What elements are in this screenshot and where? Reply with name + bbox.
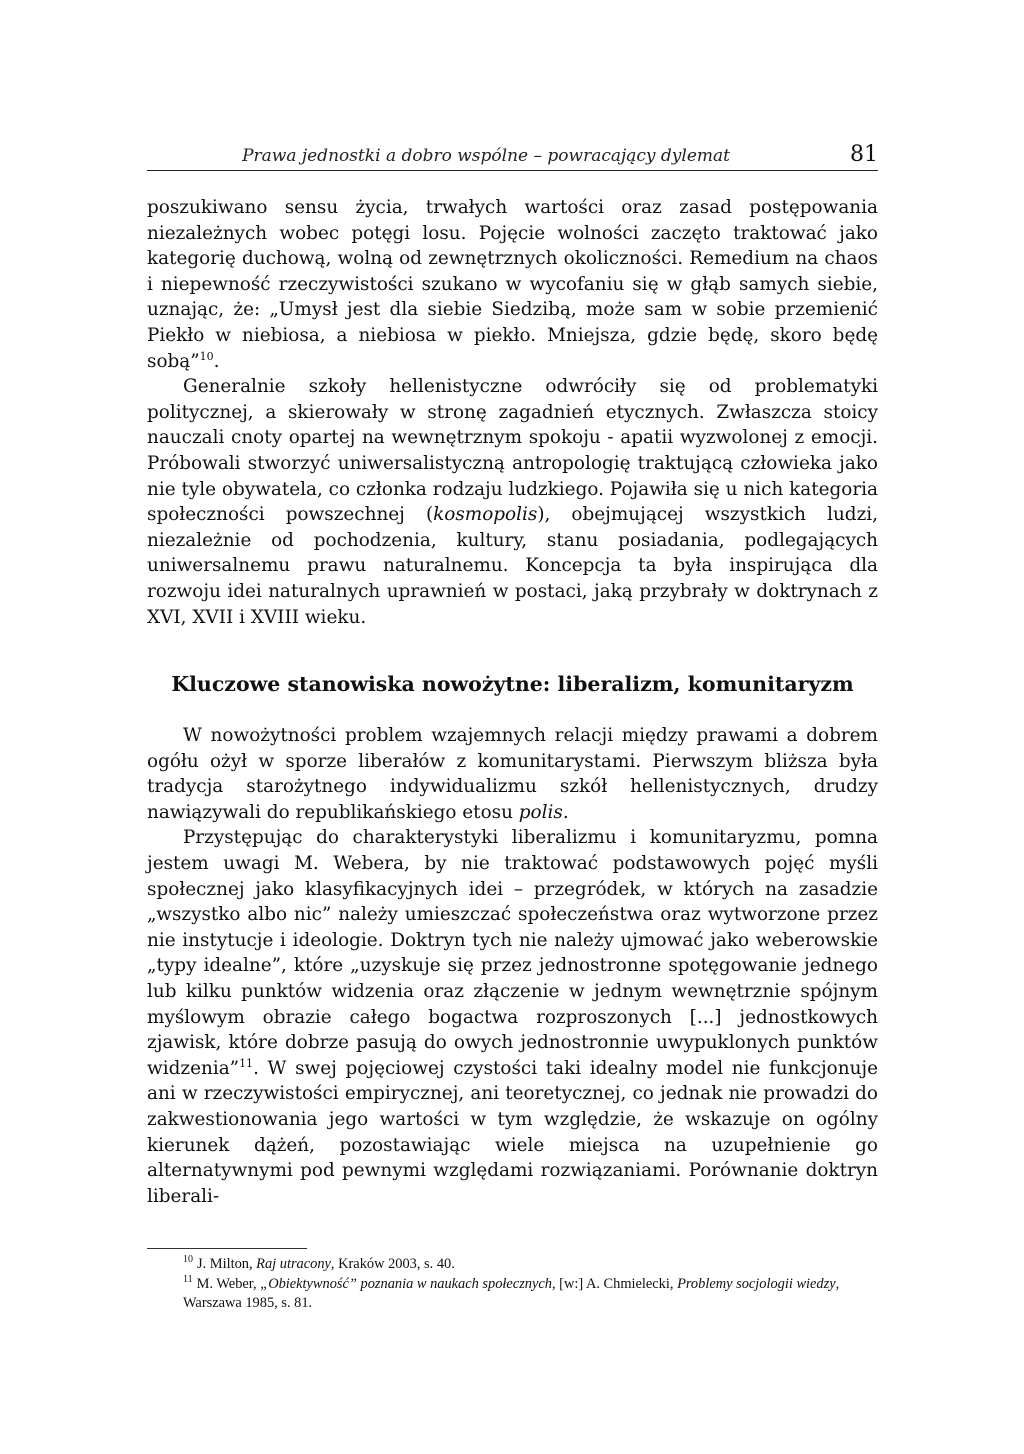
paragraph: Generalnie szkoły hellenistyczne odwróciły się od problematyki politycznej, a skierowały w stronę zagadnień etycznych. Zwłaszcza stoicy nauczali cnoty opartej na wewnętrznym spokoju - apatii wyzwolonej z emocji. Próbowali stworzyć uniwersalistyczną antropologię traktującą człowieka jako nie tyle obywatela, co członka rodzaju ludzkiego. Pojawiła się u nich kategoria społeczności powszechnej (kosmopolis), obejmującej wszystkich ludzi, niezależnie od pochodzenia, kultury, stanu posiadania, podlegających uniwersalnemu prawu naturalnemu. Koncepcja ta była inspirująca dla rozwoju idei naturalnych uprawnień w postaci, jaką przybrały w doktrynach z XVI, XVII i XVIII wieku. [147,376,878,628]
footnote-divider [147,1248,307,1249]
footnote-11: $^{11}$ M. Weber, „Obiektywność” poznania w naukach społecznych, [w:] A. Chmielecki, Problemy socjologii wiedzy, Warszawa 1985, s. 81. [183,1273,840,1311]
text-block-1 [147,195,878,630]
page-header [147,140,878,171]
footnote-ref-10[interactable]: 10 [199,349,214,363]
paragraph: Przystępując do charakterystyki liberalizmu i komunitaryzmu, pomna jestem uwagi M. Webera, by nie traktować podstawowych pojęć myśli społecznej jako klasyfikacyjnych idei – przegródek, w których na zasadzie „wszystko albo nic” należy umieszczać społeczeństwa oraz wytworzone przez nie instytucje i ideologie. Doktryn tych nie należy ujmować jako weberowskie „typy idealne”, które „uzyskuje się przez jednostronne spotęgowanie jednego lub kilku punktów widzenia oraz złączenie w jednym wewnętrznie spójnym myślowym obrazie całego bogactwa rozproszonych [...] jednostkowych zjawisk, które dobrze pasują do owych jednostronnie uwypuklonych punktów widzenia”$^{11}$. W swej pojęciowej czystości taki idealny model nie funkcjonuje ani w rzeczywistości empirycznej, ani teoretycznej, co jednak nie prowadzi do zakwestionowania jego wartości w tym względzie, że wskazuje on ogólny kierunek dążeń, pozostawiając wiele miejsca na uzupełnienie go alternatywnymi pod pewnymi względami rozwiązaniami. Porównanie doktryn liberali- [147,827,878,1207]
footnote-ref-11[interactable]: 11 [239,1056,254,1070]
footnotes [147,1248,878,1314]
paragraph: W nowożytności problem wzajemnych relacji między prawami a dobrem ogółu ożył w sporze liberałów z komunitarystami. Pierwszym bliższa była tradycja starożytnego indywidualizmu szkół hellenistycznych, drudzy nawiązywali do republikańskiego etosu polis. [147,725,878,823]
section-heading: Kluczowe stanowiska nowożytne: liberalizm, komunitaryzm [171,672,854,696]
running-title: Prawa jednostki a dobro wspólne – powracający dylemat [242,146,730,166]
page-number: 81 [850,142,878,167]
text-block-2 [147,723,878,1209]
footnote-10: $^{10}$ J. Milton, Raj utracony, Kraków 2003, s. 40. [183,1254,455,1272]
paragraph: poszukiwano sensu życia, trwałych wartości oraz zasad postępowania niezależnych wobec potęgi losu. Pojęcie wolności zaczęto traktować jako kategorię duchową, wolną od zewnętrznych okoliczności. Remedium na chaos i niepewność rzeczywistości szukano w wycofaniu się w głąb samych siebie, uznając, że: „Umysł jest dla siebie Siedzibą, może sam w sobie przemienić Piekło w niebiosa, a niebiosa w piekło. Mniejsza, gdzie będę, skoro będę sobą”$^{10}$. [147,197,878,372]
